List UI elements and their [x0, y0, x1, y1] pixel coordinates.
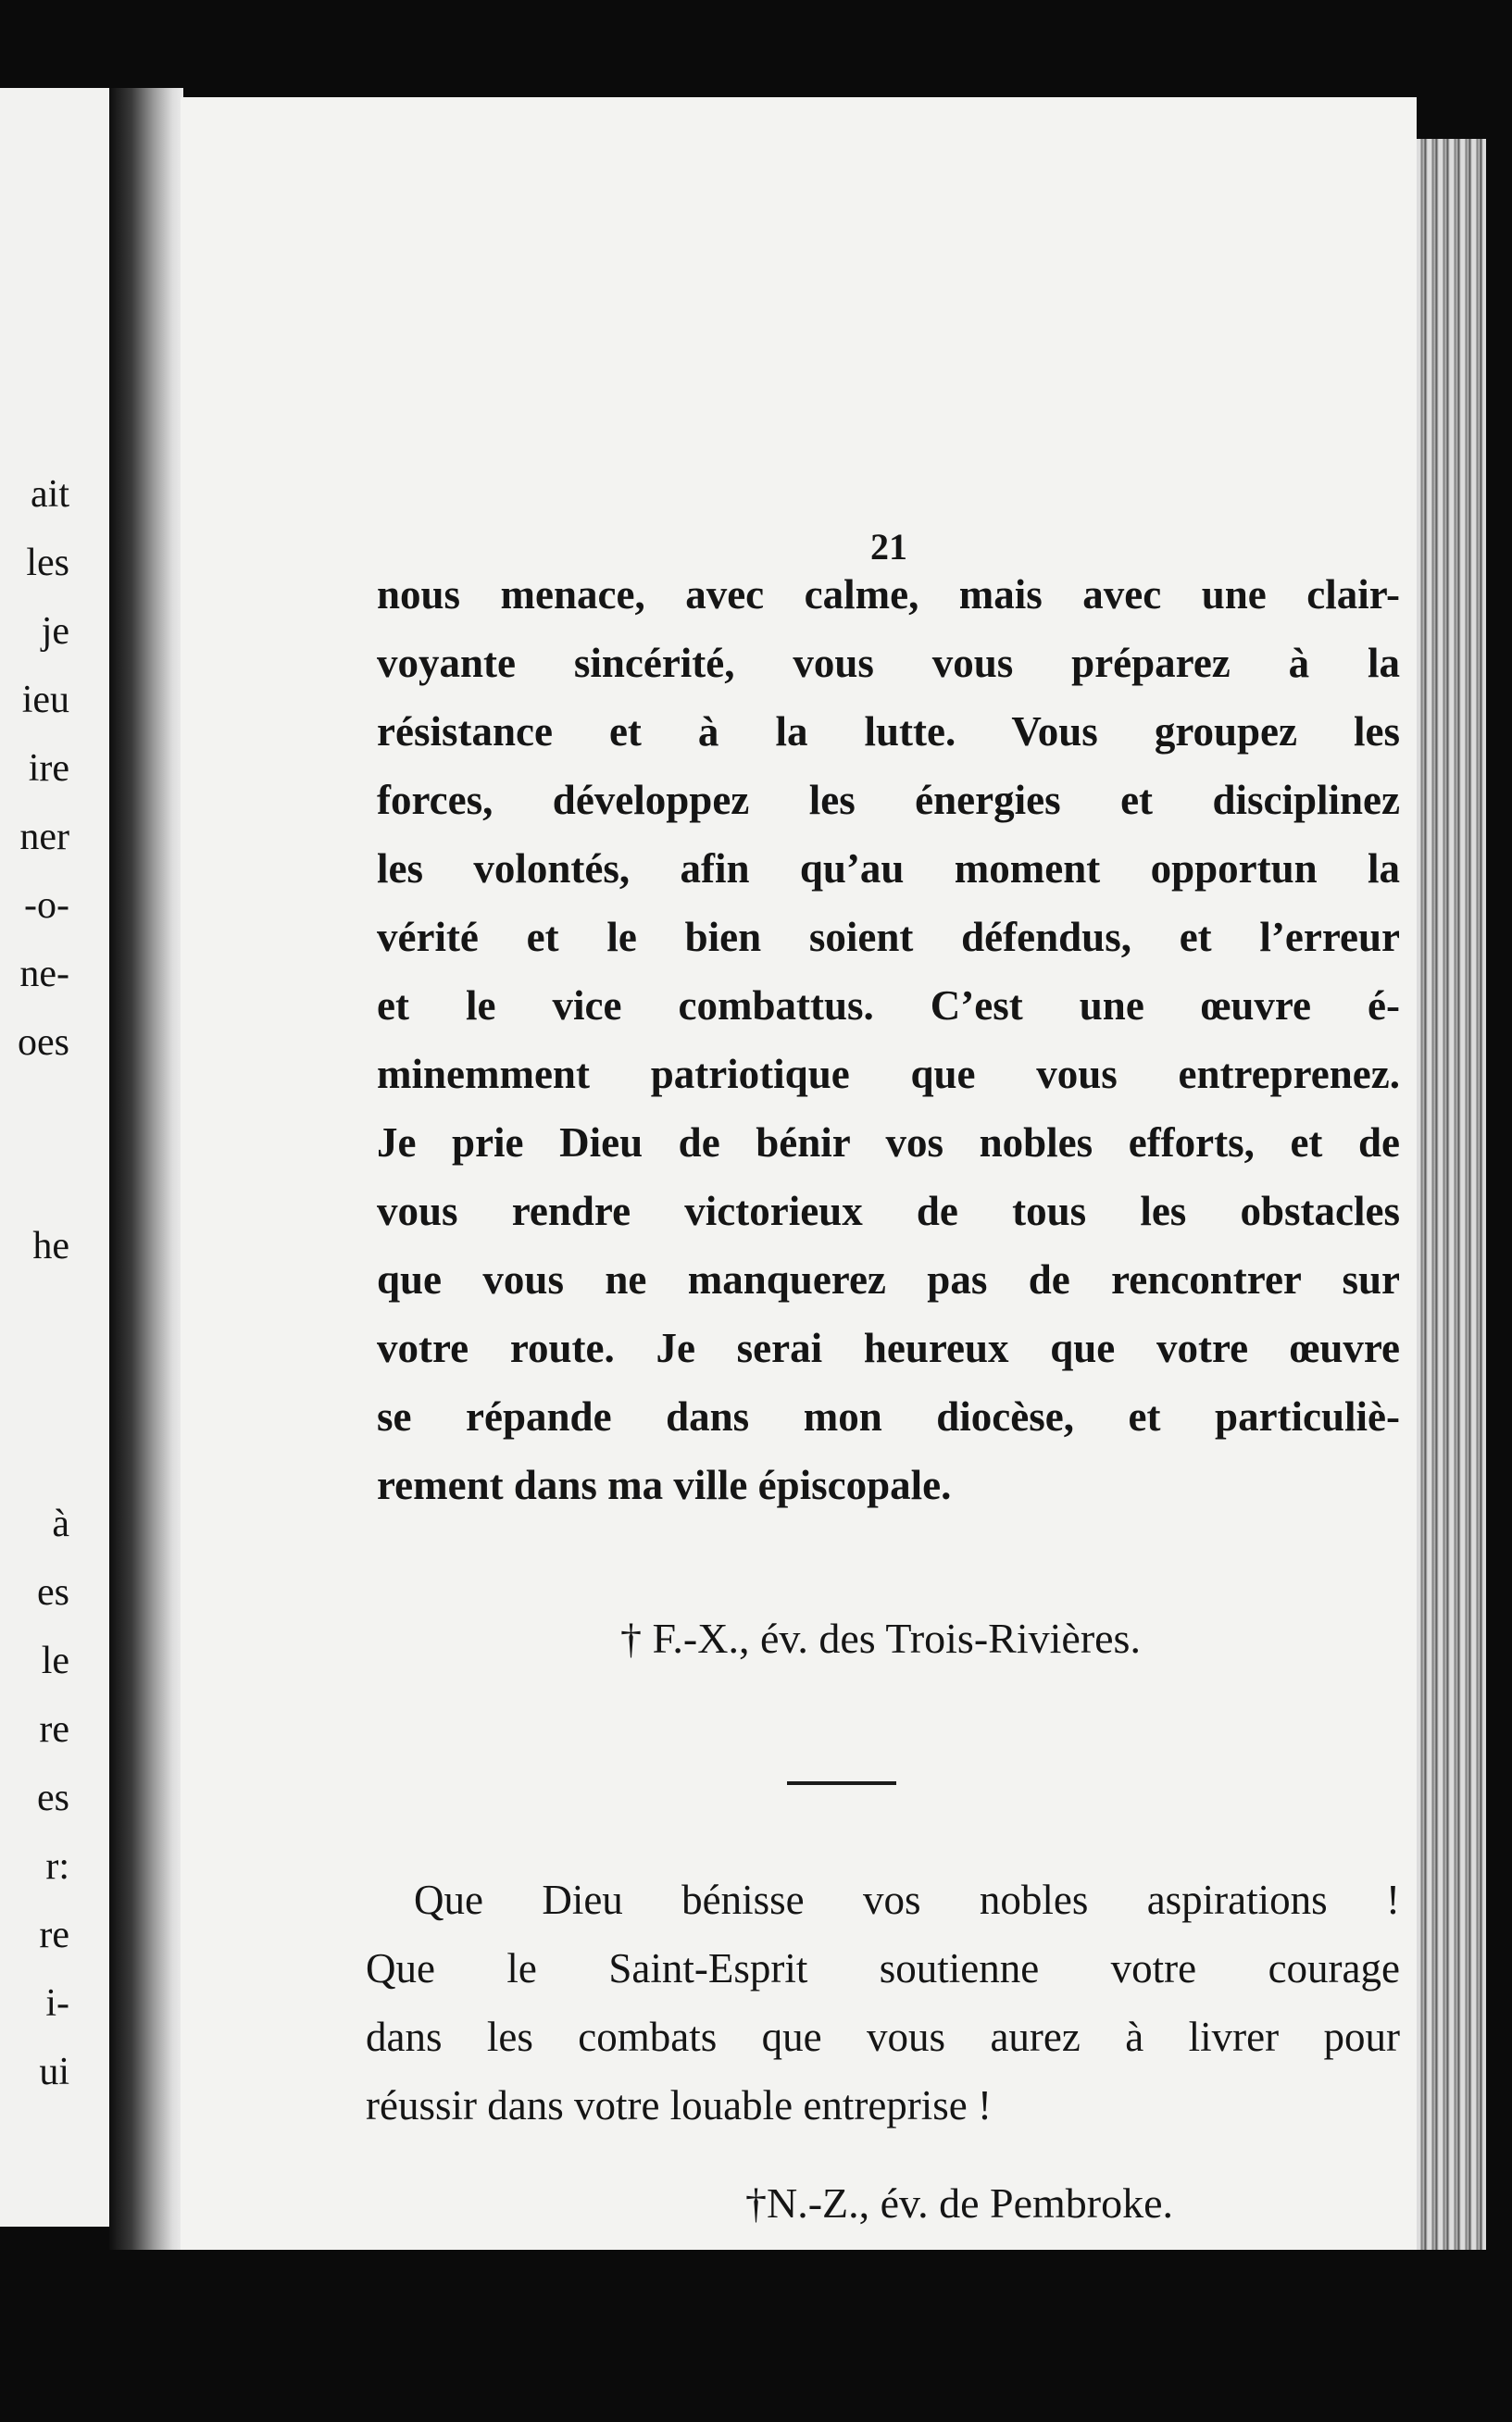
body-text-line: Je prie Dieu de bénir vos nobles efforts, et de	[377, 1119, 1400, 1166]
body-text-line: voyante sincérité, vous vous préparez à la	[377, 640, 1400, 686]
paragraph-2-line: dans les combats que vous aurez à livrer pour	[366, 2014, 1400, 2060]
left-page-fragment: -o-	[24, 884, 69, 927]
left-page-fragment: re	[39, 1708, 69, 1751]
paragraph-2-line: Que le Saint-Esprit soutienne votre courage	[366, 1945, 1400, 1991]
stacked-page-edges	[1417, 139, 1486, 2296]
previous-page	[0, 88, 116, 2227]
scan-background	[0, 2250, 1512, 2422]
body-text-line: les volontés, afin qu’au moment opportun la	[377, 845, 1400, 892]
current-page	[181, 97, 1417, 2301]
section-separator-rule	[787, 1781, 896, 1785]
body-text-line: nous menace, avec calme, mais avec une clair-	[377, 571, 1400, 618]
left-page-fragment: ire	[28, 747, 69, 790]
left-page-fragment: le	[41, 1640, 69, 1682]
body-text-line: que vous ne manquerez pas de rencontrer sur	[377, 1256, 1400, 1303]
left-page-fragment: re	[39, 1914, 69, 1956]
body-text-line: se répande dans mon diocèse, et particuliè-	[377, 1393, 1400, 1440]
left-page-fragment: es	[37, 1571, 69, 1614]
body-text-line: vérité et le bien soient défendus, et l’erreur	[377, 914, 1400, 960]
body-text-line: rement dans ma ville épiscopale.	[377, 1462, 952, 1508]
paragraph-2-line: Que Dieu bénisse vos nobles aspirations !	[414, 1877, 1400, 1923]
left-page-fragment: je	[41, 610, 69, 653]
left-page-fragment: à	[52, 1503, 69, 1545]
binding-gutter-shadow	[109, 88, 183, 2301]
left-page-fragment: les	[26, 542, 69, 584]
left-page-fragment: ner	[19, 816, 69, 858]
left-page-fragment: ne-	[19, 953, 69, 995]
left-page-fragment: ait	[31, 473, 69, 516]
body-text-line: vous rendre victorieux de tous les obstacles	[377, 1188, 1400, 1234]
left-page-fragment: r:	[45, 1845, 69, 1888]
left-page-fragment: ieu	[21, 679, 69, 721]
left-page-fragment: i-	[45, 1982, 69, 2025]
left-page-fragment: ui	[39, 2051, 69, 2093]
body-text-line: minemment patriotique que vous entreprenez.	[377, 1051, 1400, 1097]
signature-bishop-trois-rivieres: † F.-X., év. des Trois-Rivières.	[620, 1615, 1141, 1662]
paragraph-2-line: réussir dans votre louable entreprise !	[366, 2082, 993, 2129]
left-page-fragment: es	[37, 1777, 69, 1819]
body-text-line: votre route. Je serai heureux que votre œuvre	[377, 1325, 1400, 1371]
body-text-line: résistance et à la lutte. Vous groupez les	[377, 708, 1400, 755]
left-page-fragment: he	[32, 1225, 69, 1267]
signature-bishop-pembroke: †N.-Z., év. de Pembroke.	[745, 2179, 1173, 2227]
body-text-line: et le vice combattus. C’est une œuvre é-	[377, 982, 1400, 1029]
page-number: 21	[870, 526, 907, 568]
body-text-line: forces, développez les énergies et disciplinez	[377, 777, 1400, 823]
left-page-fragment: oes	[18, 1021, 69, 1064]
